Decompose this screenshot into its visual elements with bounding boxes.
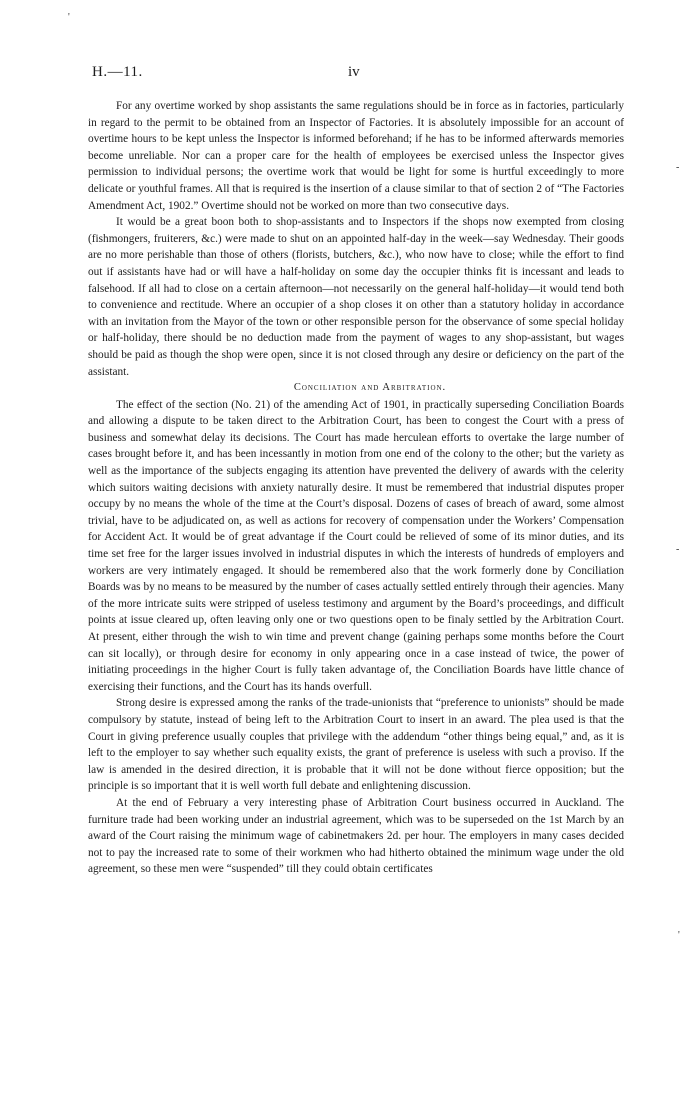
page-number: iv xyxy=(348,64,360,80)
margin-mark: - xyxy=(676,162,680,173)
margin-mark: - xyxy=(676,544,680,555)
document-reference: H.—11. xyxy=(92,64,143,80)
page-header xyxy=(92,64,624,84)
body-text xyxy=(88,98,624,878)
paragraph-february: At the end of February a very interesting phase of Arbitration Court business occurred in Auckland. The furniture trade had been working under an industrial agreement, which was to be superseded on the 1st March by an award of the Court raising the minimum wage of cabinetmakers 2d. per hour. The employers in many cases decided not to pay the increased rate to some of their workmen who had hitherto obtained the minimum wage under the old agreement, so these men were “suspended” till they could obtain certificates xyxy=(88,796,624,876)
paragraph-half-holiday: It would be a great boon both to shop-assistants and to Inspectors if the shops now exempted from closing (fishmongers, fruiterers, &c.) were made to shut on an appointed half-day in the week—say Wednesday. Their goods are no more perishable than those of others (florists, butchers, &c.), who now have to close; while the effort to find out if assistants have had or will have a half-holiday on some day the occupier thinks fit is incessant and leads to falsehood. If all had to close on a certain afternoon—not necessarily on the general half-holiday—it would tend both to convenience and rectitude. Where an occupier of a shop closes it on other than a statutory holiday in accordance with an invitation from the Mayor of the town or other responsible person for the observance of some special holiday or half-holiday, there should be no deduction made from the payment of wages to any shop-assistant, but wages should be paid as though the shop were open, since it is not closed through any desire or deficiency on the part of the assistant. xyxy=(88,216,624,378)
margin-mark: ' xyxy=(678,930,680,941)
paragraph-overtime: For any overtime worked by shop assistants the same regulations should be in force as in factories, particularly in regard to the permit to be obtained from an Inspector of Factories. It is absolutely impossible for an account of overtime hours to be kept unless the Inspector is informed beforehand; if he has to be informed afterwards memories become unreliable. Nor can a proper care for the health of employees be exercised unless the Inspector gives permission to individual persons; the overtime work that would be light for some is hurtful exceedingly to more delicate or youthful frames. All that is required is the insertion of a clause similar to that of section 2 of “The Factories Amendment Act, 1902.” Overtime should not be worked on more than two consecutive days. xyxy=(88,100,624,212)
paragraph-conciliation: The effect of the section (No. 21) of the amending Act of 1901, in practically superseding Conciliation Boards and allowing a dispute to be taken direct to the Arbitration Court, has been to congest the Court with a press of business and somewhat delay its decisions. The Court has made herculean efforts to overtake the large number of cases brought before it, and has been incessantly in motion from one end of the colony to the other; but the variety as well as the importance of the subjects engaging its attention have prevented the delivery of awards with the celerity which suitors waiting decisions with anxiety naturally desire. It must be remembered that industrial disputes proper occupy by no means the whole of the time at the Court’s disposal. Dozens of cases of breach of award, some almost trivial, have to be adjudicated on, as well as actions for recovery of compensation under the Workers’ Compensation for Accident Act. It would be of great advantage if the Court could be relieved of some of its minor duties, and its time set free for the larger issues involved in industrial disputes in which the interests of hundreds of employers and workers are very intimately engaged. It should be remembered also that the work formerly done by Conciliation Boards was by no means to be measured by the number of cases actually settled entirely through their agencies. Many of the more intricate suits were stripped of useless testimony and argument by the Board’s proceedings, and difficult points at issue cleared up, often leaving only one or two questions open to be finaly settled by the Arbitration Court. At present, either through the wish to win time and prevent change (gaining perhaps some months before the Court can sit locally), or through desire for economy in only appearing once in a case instead of twice, the power of initiating proceedings in the higher Court is fully taken advantage of, the Conciliation Boards have little chance of exercising their functions, and the Court has its hands overfull. xyxy=(88,398,624,693)
paragraph-preference: Strong desire is expressed among the ranks of the trade-unionists that “preference to unionists” should be made compulsory by statute, instead of being left to the Arbitration Court to insert in an award. The plea used is that the Court in giving preference usually couples that privilege with the addendum “other things being equal,” and, as it is left to the employer to say whether such equality exists, the grant of preference is useless with such a proviso. If the law is amended in the desired direction, it is probable that it will not be done without fierce opposition; but the principle is so important that it is well worth full debate and enlightening discussion. xyxy=(88,697,624,793)
section-heading: Conciliation and Arbitration. xyxy=(293,382,447,394)
margin-mark: ' xyxy=(68,12,70,23)
